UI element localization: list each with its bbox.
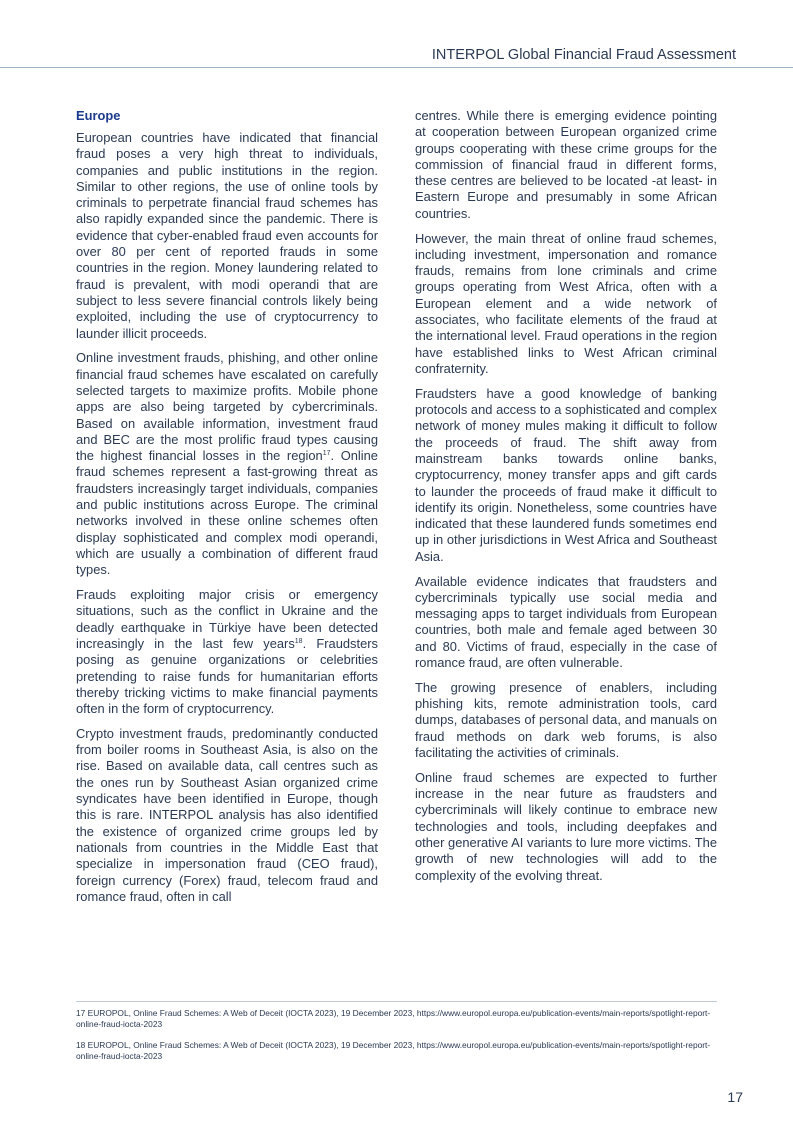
paragraph-text: Online investment frauds, phishing, and other online financial fraud schemes have escalated on carefully selected targets to maximize profits. Mobile phone apps are also being targeted by cybercriminals. Based on available information, investment fraud and BEC are the most prolific fraud types causing the highest financial losses in the region bbox=[76, 350, 378, 464]
left-column bbox=[76, 108, 378, 905]
body-paragraph: However, the main threat of online fraud schemes, including investment, impersonation and romance frauds, remains from lone criminals and crime groups operating from West Africa, often with a European element and a wide network of associates, who facilitate elements of the fraud at the international level. Fraud operations in the region have established links to West African criminal confraternity. bbox=[415, 230, 717, 376]
footnote-ref[interactable]: 17 bbox=[322, 450, 331, 458]
body-paragraph: centres. While there is emerging evidence pointing at cooperation between European organized crime groups cooperating with these crime groups for the commission of financial fraud in different forms, these centres are believed to be located -at least- in Eastern Europe and presumably in some African countries. bbox=[415, 108, 717, 221]
paragraph-text: Frauds exploiting major crisis or emergency situations, such as the conflict in Ukraine and the deadly earthquake in Türkiye have been detected increasingly in the last few years bbox=[76, 587, 378, 651]
section-heading: Europe bbox=[76, 108, 121, 123]
header-divider bbox=[0, 67, 793, 68]
page-number: 17 bbox=[727, 1089, 743, 1105]
right-column bbox=[415, 108, 717, 884]
running-header: INTERPOL Global Financial Fraud Assessment bbox=[431, 47, 736, 63]
body-paragraph: Fraudsters have a good knowledge of banking protocols and access to a sophisticated and complex network of money mules making it difficult to follow the proceeds of fraud. The shift away from mainstream banks towards online banks, cryptocurrency, money transfer apps and gift cards to launder the proceeds of fraud make it difficult to identify its origin. Nonetheless, some countries have indicated that these laundered funds sometimes end up in other jurisdictions in West Africa and Southeast Asia. bbox=[415, 385, 717, 564]
body-paragraph: Online fraud schemes are expected to further increase in the near future as fraudsters and cybercriminals will likely continue to embrace new technologies and tools, including deepfakes and other generative AI variants to lure more victims. The growth of new technologies will add to the complexity of the evolving threat. bbox=[415, 769, 717, 883]
body-paragraph bbox=[76, 587, 378, 717]
footnote-divider bbox=[76, 1001, 717, 1002]
body-paragraph: European countries have indicated that financial fraud poses a very high threat to individuals, companies and public institutions in the region. Similar to other regions, the use of online tools by criminals to perpetrate financial fraud schemes has also rapidly expanded since the pandemic. There is evidence that cyber-enabled fraud even accounts for over 80 per cent of reported frauds in some countries in the region. Money laundering related to fraud is prevalent, with modi operandi that are subject to less severe financial controls likely being exploited, including the use of cryptocurrency to launder illicit proceeds. bbox=[76, 130, 378, 341]
body-paragraph: The growing presence of enablers, including phishing kits, remote administration tools, card dumps, databases of personal data, and manuals on fraud methods on dark web forums, is also facilitating the activities of criminals. bbox=[415, 679, 717, 760]
body-paragraph: Available evidence indicates that fraudsters and cybercriminals typically use social media and messaging apps to target individuals from European countries, both male and female aged between 30 and 80. Victims of fraud, especially in the case of romance fraud, are often vulnerable. bbox=[415, 573, 717, 670]
footnote-18: 18 EUROPOL, Online Fraud Schemes: A Web of Deceit (IOCTA 2023), 19 December 2023, https://www.europol.europa.eu/publication-events/main-reports/spotlight-report-online-fraud-iocta-2023 bbox=[76, 1040, 711, 1061]
paragraph-text: . Online fraud schemes represent a fast-growing threat as fraudsters increasingly target individuals, companies and public institutions across Europe. The criminal networks involved in these online schemes often display sophisticated and complex modi operandi, which are usually a combination of different fraud types. bbox=[76, 448, 378, 578]
body-paragraph: Crypto investment frauds, predominantly conducted from boiler rooms in Southeast Asia, is also on the rise. Based on available data, call centres such as the ones run by Southeast Asian organized crime syndicates have been identified in Europe, though this is rare. INTERPOL analysis has also identified the existence of organized crime groups led by nationals from countries in the Middle East that specialize in impersonation fraud (CEO fraud), foreign currency (Forex) fraud, telecom fraud and romance fraud, often in call bbox=[76, 725, 378, 904]
paragraph-text: . Fraudsters posing as genuine organizations or celebrities pretending to raise funds for humanitarian efforts thereby tricking victims to make financial payments often in the form of cryptocurrency. bbox=[76, 635, 378, 717]
footnote-17: 17 EUROPOL, Online Fraud Schemes: A Web of Deceit (IOCTA 2023), 19 December 2023, https://www.europol.europa.eu/publication-events/main-reports/spotlight-report-online-fraud-iocta-2023 bbox=[76, 1008, 711, 1029]
body-paragraph bbox=[76, 350, 378, 578]
footnote-ref[interactable]: 18 bbox=[294, 637, 303, 645]
